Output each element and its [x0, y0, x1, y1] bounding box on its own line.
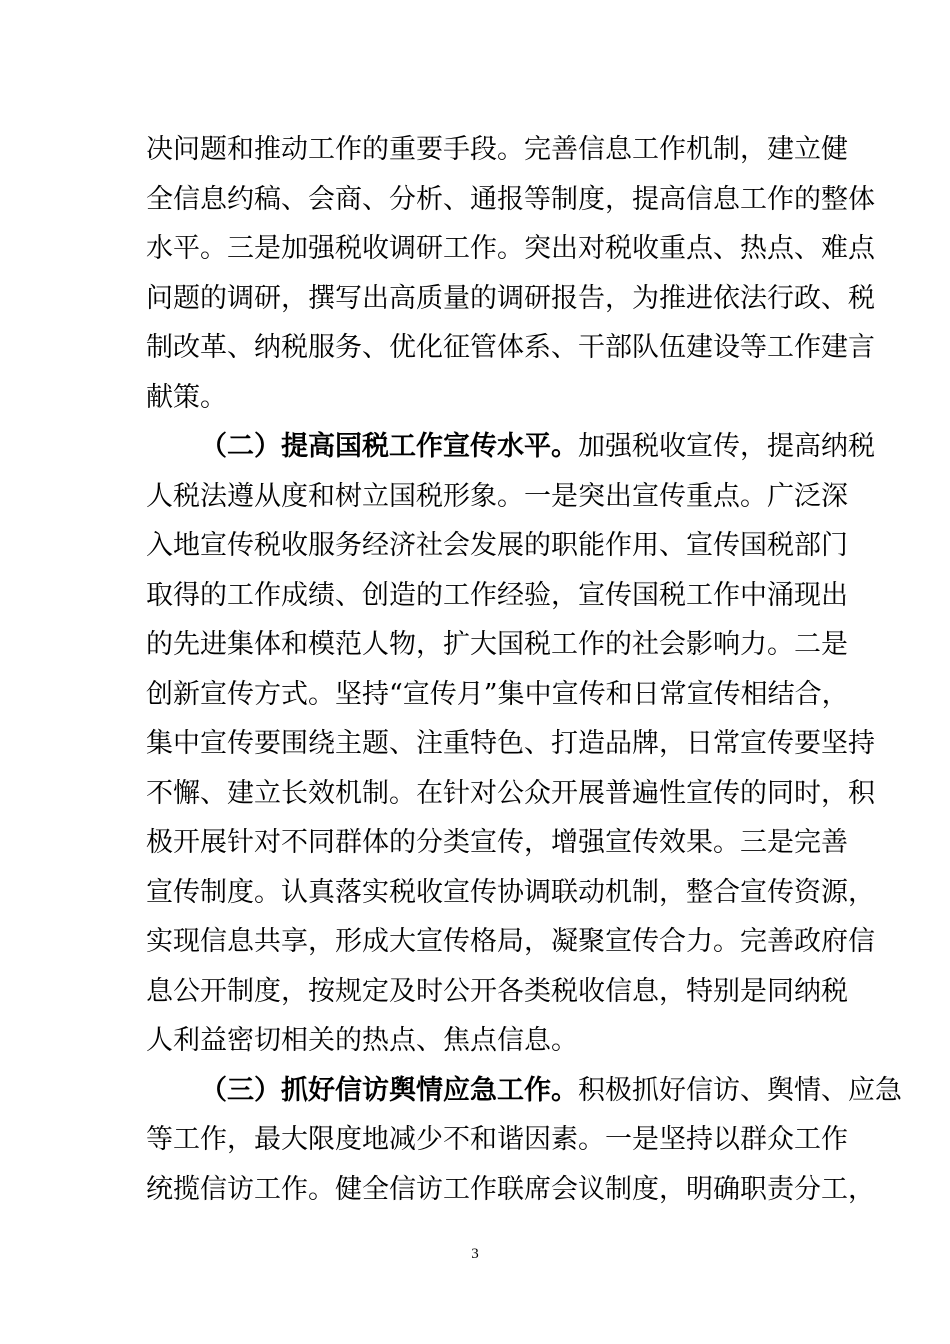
- section-heading: （三）抓好信访舆情应急工作。: [200, 1074, 578, 1106]
- text-run: 积极抓好信访、舆情、应急: [578, 1074, 902, 1106]
- text-line: 等工作，最大限度地减少不和谐因素。一是坚持以群众工作: [146, 1124, 848, 1155]
- text-line: 实现信息共享，形成大宣传格局，凝聚宣传合力。完善政府信: [146, 926, 875, 957]
- text-line: 水平。三是加强税收调研工作。突出对税收重点、热点、难点: [146, 233, 875, 264]
- paragraph-1: [146, 125, 875, 422]
- text-line: [146, 1066, 902, 1116]
- text-line: [146, 422, 875, 472]
- text-line: 的先进集体和模范人物，扩大国税工作的社会影响力。二是: [146, 629, 848, 660]
- paragraph-3: [146, 1066, 902, 1215]
- text-line: 极开展针对不同群体的分类宣传，增强宣传效果。三是完善: [146, 827, 848, 858]
- text-line: 统揽信访工作。健全信访工作联席会议制度，明确职责分工，: [146, 1173, 875, 1205]
- page-number: 3: [471, 1246, 479, 1262]
- text-line: 宣传制度。认真落实税收宣传协调联动机制，整合宣传资源，: [146, 876, 875, 908]
- text-line: 决问题和推动工作的重要手段。完善信息工作机制，建立健: [146, 134, 848, 165]
- text-line: 全信息约稿、会商、分析、通报等制度，提高信息工作的整体: [146, 183, 875, 215]
- text-line: 创新宣传方式。坚持“宣传月”集中宣传和日常宣传相结合，: [146, 678, 849, 710]
- text-line: 问题的调研，撰写出高质量的调研报告，为推进依法行政、税: [146, 282, 875, 314]
- text-run: 加强税收宣传，提高纳税: [578, 431, 875, 462]
- text-line: 集中宣传要围绕主题、注重特色、打造品牌，日常宣传要坚持: [146, 728, 875, 759]
- text-line: 献策。: [146, 381, 227, 413]
- text-line: 人税法遵从度和树立国税形象。一是突出宣传重点。广泛深: [146, 480, 848, 512]
- text-line: 息公开制度，按规定及时公开各类税收信息，特别是同纳税: [146, 975, 848, 1007]
- paragraph-2: [146, 422, 875, 1066]
- document-body: [146, 125, 902, 1214]
- text-line: 入地宣传税收服务经济社会发展的职能作用、宣传国税部门: [146, 530, 848, 561]
- text-line: 取得的工作成绩、创造的工作经验，宣传国税工作中涌现出: [146, 579, 848, 611]
- section-heading: （二）提高国税工作宣传水平。: [200, 431, 578, 462]
- text-line: 人利益密切相关的热点、焦点信息。: [146, 1025, 578, 1056]
- text-line: 不懈、建立长效机制。在针对公众开展普遍性宣传的同时，积: [146, 777, 875, 809]
- text-line: 制改革、纳税服务、优化征管体系、干部队伍建设等工作建言: [146, 332, 875, 363]
